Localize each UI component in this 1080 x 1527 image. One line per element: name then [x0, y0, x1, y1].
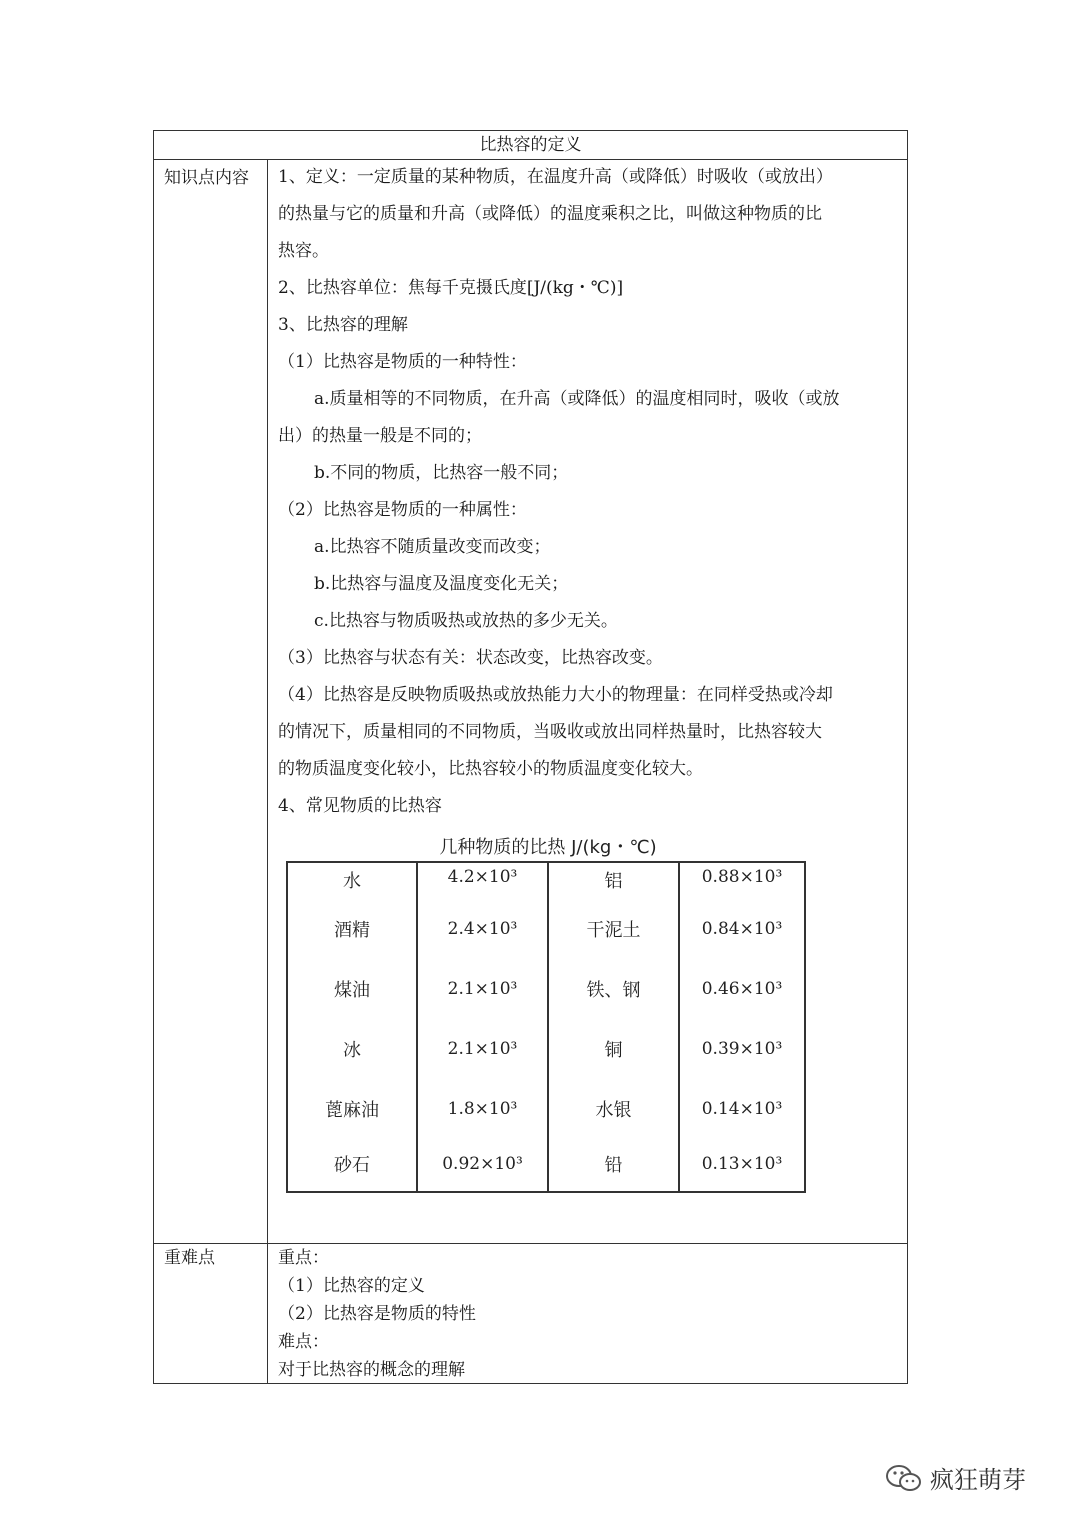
- wechat-icon: [884, 1463, 924, 1493]
- focus-item: （1）比热容的定义: [278, 1276, 425, 1296]
- left-value-column: [418, 863, 549, 1191]
- substance-name: 酒精: [334, 920, 370, 941]
- point-1a-line-2: 出）的热量一般是不同的；: [278, 426, 482, 446]
- substance-name: 水: [343, 871, 361, 892]
- definition-line-1: 1、定义：一定质量的某种物质，在温度升高（或降低）时吸收（或放出）: [278, 167, 833, 187]
- key-points-row: [154, 1243, 907, 1383]
- difficulty-item: 对于比热容的概念的理解: [278, 1360, 465, 1380]
- point-1a-line-1: a.质量相等的不同物质，在升高（或降低）的温度相同时，吸收（或放: [314, 389, 840, 409]
- difficulty-label: 难点：: [278, 1332, 329, 1352]
- substance-name: 蓖麻油: [325, 1100, 379, 1121]
- substance-name: 铅: [604, 1155, 623, 1176]
- title-row: [154, 131, 907, 159]
- watermark-text: 疯狂萌芽: [930, 1466, 1026, 1494]
- specific-heat-value: 2.1×10³: [447, 979, 518, 999]
- specific-heat-figure: [278, 831, 899, 1191]
- specific-heat-value: 0.14×10³: [701, 1099, 783, 1119]
- definition-line-3: 热容。: [278, 241, 329, 261]
- specific-heat-value: 0.46×10³: [701, 979, 783, 999]
- point-3: （3）比热容与状态有关：状态改变，比热容改变。: [278, 648, 663, 668]
- specific-heat-value: 2.1×10³: [447, 1039, 518, 1059]
- point-4-line-3: 的物质温度变化较小，比热容较小的物质温度变化较大。: [278, 759, 703, 779]
- specific-heat-title: 几种物质的比热 J/(kg・℃): [439, 837, 657, 858]
- specific-heat-value: 0.84×10³: [701, 919, 783, 939]
- substance-name: 煤油: [334, 980, 370, 1001]
- specific-heat-value: 0.88×10³: [701, 867, 783, 887]
- substance-name: 铝: [604, 871, 623, 892]
- knowledge-table: [153, 130, 908, 1384]
- specific-heat-value: 0.13×10³: [701, 1154, 783, 1174]
- section-label: 知识点内容: [154, 160, 268, 1243]
- substance-name: 冰: [343, 1040, 361, 1061]
- specific-heat-value: 0.92×10³: [442, 1154, 523, 1174]
- right-name-column: [549, 863, 680, 1191]
- specific-heat-value: 0.39×10³: [701, 1039, 783, 1059]
- key-points-cell: [268, 1244, 907, 1383]
- focus-label: 重点：: [278, 1248, 329, 1268]
- left-name-column: [288, 863, 418, 1191]
- right-value-column: [680, 863, 804, 1191]
- watermark: [884, 1460, 1026, 1495]
- key-points-label: 重难点: [154, 1244, 268, 1383]
- point-2: （2）比热容是物质的一种属性：: [278, 500, 527, 520]
- point-1b: b.不同的物质，比热容一般不同；: [314, 463, 569, 483]
- substance-name: 铁、钢: [586, 980, 641, 1001]
- point-4-line-1: （4）比热容是反映物质吸热或放热能力大小的物理量：在同样受热或冷却: [278, 685, 833, 705]
- specific-heat-value: 2.4×10³: [447, 919, 518, 939]
- common-heading: 4、常见物质的比热容: [278, 796, 442, 816]
- specific-heat-table: [286, 861, 806, 1193]
- substance-name: 铜: [604, 1040, 623, 1061]
- unit-line: 2、比热容单位：焦每千克摄氏度[J/(kg・℃)]: [278, 278, 624, 298]
- substance-name: 砂石: [334, 1155, 370, 1176]
- definition-line-2: 的热量与它的质量和升高（或降低）的温度乘积之比，叫做这种物质的比: [278, 204, 822, 224]
- understanding-heading: 3、比热容的理解: [278, 315, 408, 335]
- substance-name: 水银: [595, 1100, 632, 1121]
- point-2b: b.比热容与温度及温度变化无关；: [314, 574, 569, 594]
- focus-item: （2）比热容是物质的特性: [278, 1304, 476, 1324]
- document-title: 比热容的定义: [479, 135, 582, 155]
- substance-name: 干泥土: [586, 920, 641, 941]
- point-4-line-2: 的情况下，质量相同的不同物质，当吸收或放出同样热量时，比热容较大: [278, 722, 822, 742]
- content-row: [154, 159, 907, 1243]
- point-2c: c.比热容与物质吸热或放热的多少无关。: [314, 611, 618, 631]
- content-cell: [268, 160, 907, 1243]
- point-2a: a.比热容不随质量改变而改变；: [314, 537, 551, 557]
- point-1: （1）比热容是物质的一种特性：: [278, 352, 527, 372]
- specific-heat-value: 1.8×10³: [447, 1099, 518, 1119]
- specific-heat-value: 4.2×10³: [447, 867, 518, 887]
